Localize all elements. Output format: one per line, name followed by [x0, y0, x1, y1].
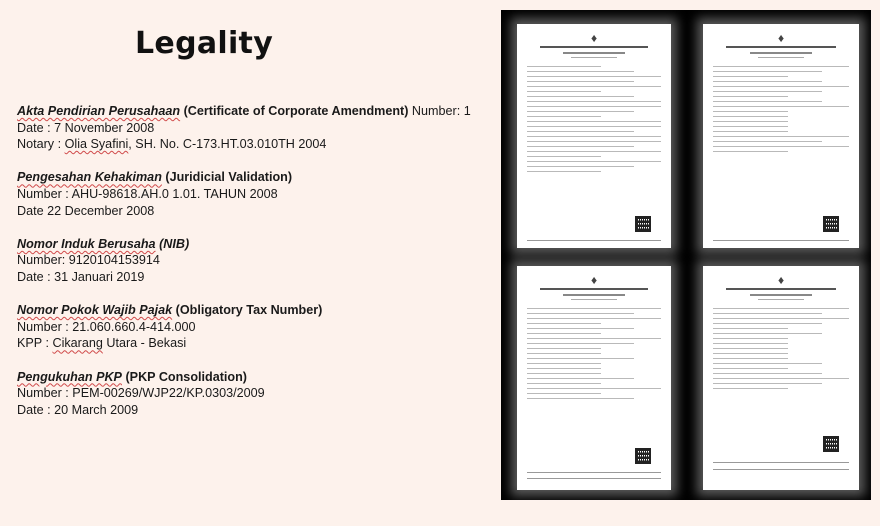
item-name: Nomor Pokok Wajib Pajak: [17, 303, 173, 318]
garuda-emblem-icon: ♦: [590, 273, 598, 287]
item-english: (Juridicial Validation): [165, 170, 293, 185]
legality-list: [17, 103, 487, 435]
legality-item-nib: [17, 236, 487, 286]
qr-code-icon: [635, 216, 651, 232]
qr-code-icon: [823, 436, 839, 452]
certificate-scan-image: [703, 266, 859, 490]
certificate-scan-image: [517, 266, 671, 490]
item-number: [17, 252, 487, 269]
item-number: Number: 1: [408, 104, 471, 118]
item-heading: [17, 369, 487, 386]
item-heading: [17, 302, 487, 319]
documents-panel: [501, 10, 871, 500]
line-label: Number :: [17, 386, 73, 401]
item-english: (Obligatory Tax Number): [175, 303, 323, 318]
item-date: [17, 402, 487, 419]
qr-code-icon: [823, 216, 839, 232]
line-label: Number:: [17, 253, 69, 268]
line-value: 9120104153914: [68, 253, 160, 268]
item-number: [17, 385, 487, 402]
line-value: 20 March 2009: [54, 402, 139, 417]
item-date: [17, 269, 487, 286]
item-name: Akta Pendirian Perusahaan: [17, 104, 181, 118]
item-name: Nomor Induk Berusaha: [17, 236, 156, 251]
line-value: 21.060.660.4-414.000: [72, 319, 196, 334]
item-heading: [17, 236, 487, 253]
line-value: 7 November 2008: [54, 120, 155, 135]
certificate-scan-image: [517, 24, 671, 248]
item-date: [17, 120, 487, 137]
line-label: Number :: [17, 186, 72, 201]
legality-item-pkp: [17, 369, 487, 419]
certificate-scan-image: [703, 24, 859, 248]
legality-item-pengesahan: [17, 169, 487, 219]
line-rest: Utara - Bekasi: [102, 336, 187, 351]
item-name: Pengukuhan PKP: [17, 369, 122, 384]
qr-code-icon: [635, 448, 651, 464]
item-english: (NIB): [159, 236, 190, 251]
line-value: AHU-98618.AH.0 1.01. TAHUN 2008: [71, 186, 278, 201]
line-value: Olia Syafini: [64, 137, 129, 152]
line-label: KPP :: [17, 336, 53, 351]
line-label: Number :: [17, 319, 73, 334]
line-label: Date :: [17, 402, 55, 417]
line-value: Cikarang: [52, 336, 103, 351]
item-number: [17, 319, 487, 336]
garuda-emblem-icon: ♦: [590, 31, 598, 45]
item-heading: [17, 103, 487, 120]
item-english: (PKP Consolidation): [125, 369, 247, 384]
line-value: Date 22 December 2008: [17, 203, 155, 218]
line-value: PEM-00269/WJP22/KP.0303/2009: [72, 386, 265, 401]
line-value: 31 Januari 2019: [54, 269, 145, 284]
line-label: Date :: [17, 120, 55, 135]
legality-item-akta: [17, 103, 487, 153]
item-number: [17, 186, 487, 203]
item-heading: [17, 169, 487, 186]
line-label: Notary :: [17, 137, 65, 152]
legality-item-npwp: [17, 302, 487, 352]
line-rest: , SH. No. C-173.HT.03.010TH 2004: [128, 137, 327, 152]
item-english: (Certificate of Corporate Amendment): [183, 104, 409, 118]
line-label: Date :: [17, 269, 55, 284]
item-kpp: [17, 335, 487, 352]
garuda-emblem-icon: ♦: [777, 273, 785, 287]
item-date: [17, 203, 487, 220]
garuda-emblem-icon: ♦: [777, 31, 785, 45]
page-title: Legality: [135, 26, 274, 61]
item-name: Pengesahan Kehakiman: [17, 170, 162, 185]
item-notary: [17, 136, 487, 153]
